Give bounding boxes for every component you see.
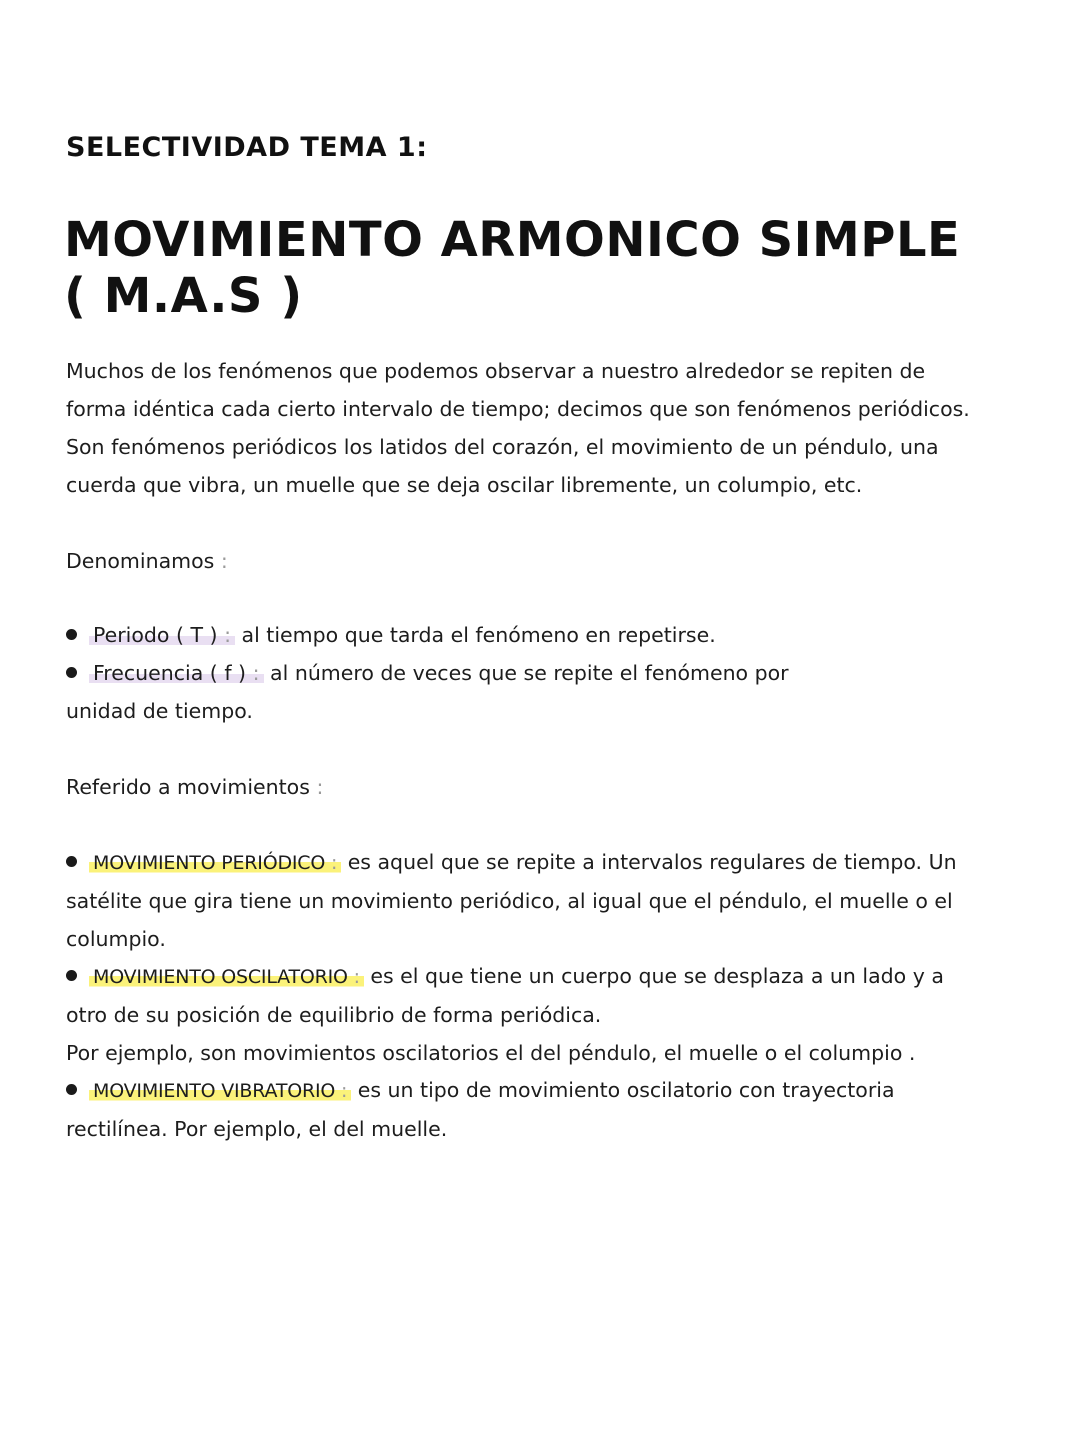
intro-paragraph	[66, 352, 1026, 504]
definition-text: al tiempo que tarda el fenómeno en repetirse.	[241, 623, 716, 647]
bullet-icon	[66, 667, 77, 678]
definitions-heading-text: Denominamos	[66, 549, 215, 573]
term-separator: :	[353, 966, 360, 988]
term-movimiento-oscilatorio	[89, 966, 364, 988]
term-text: MOVIMIENTO VIBRATORIO	[93, 1080, 336, 1102]
term-separator: :	[330, 852, 338, 874]
definition-item-periodo	[66, 616, 1026, 654]
title-line-2: ( M.A.S )	[64, 268, 303, 324]
intro-line: forma idéntica cada cierto intervalo de tiempo; decimos que son fenómenos periódicos.	[66, 397, 970, 421]
movements-heading	[66, 768, 323, 806]
movement-text: es aquel que se repite a intervalos regulares de tiempo. Un	[347, 850, 957, 874]
page-title	[64, 212, 1024, 324]
movement-item-periodico	[66, 843, 1026, 958]
definition-continuation: unidad de tiempo.	[66, 699, 253, 723]
bullet-icon	[66, 970, 77, 981]
movement-item-vibratorio	[66, 1071, 1026, 1148]
term-frecuencia-text: Frecuencia ( f )	[93, 661, 247, 685]
movement-text: satélite que gira tiene un movimiento periódico, al igual que el péndulo, el muelle o el	[66, 889, 953, 913]
movement-item-oscilatorio	[66, 957, 1026, 1072]
title-line-1: MOVIMIENTO ARMONICO SIMPLE	[64, 212, 961, 268]
term-separator: :	[224, 623, 231, 647]
definitions-heading	[66, 542, 228, 580]
movement-text: columpio.	[66, 927, 166, 951]
bullet-icon	[66, 629, 77, 640]
term-text: MOVIMIENTO OSCILATORIO	[93, 966, 348, 988]
term-movimiento-vibratorio	[89, 1080, 351, 1102]
bullet-icon	[66, 1084, 77, 1095]
movement-text: otro de su posición de equilibrio de forma periódica.	[66, 1003, 602, 1027]
definitions-heading-colon: :	[220, 549, 228, 573]
movements-heading-text: Referido a movimientos	[66, 775, 310, 799]
movement-text: es el que tiene un cuerpo que se desplaza a un lado y a	[370, 964, 944, 988]
intro-line: cuerda que vibra, un muelle que se deja oscilar libremente, un columpio, etc.	[66, 473, 863, 497]
term-periodo	[89, 623, 235, 647]
definition-text: al número de veces que se repite el fenómeno por	[270, 661, 789, 685]
intro-line: Muchos de los fenómenos que podemos observar a nuestro alrededor se repiten de	[66, 359, 926, 383]
intro-line: Son fenómenos periódicos los latidos del corazón, el movimiento de un péndulo, una	[66, 435, 939, 459]
definition-item-frecuencia	[66, 654, 1026, 730]
movement-text: es un tipo de movimiento oscilatorio con trayectoria	[357, 1078, 895, 1102]
movement-text: Por ejemplo, son movimientos oscilatorios el del péndulo, el muelle o el columpio .	[66, 1041, 916, 1065]
term-frecuencia	[89, 661, 264, 685]
term-separator: :	[341, 1080, 348, 1102]
movements-heading-colon: :	[316, 775, 324, 799]
movement-text: rectilínea. Por ejemplo, el del muelle.	[66, 1117, 448, 1141]
term-periodo-text: Periodo ( T )	[93, 623, 218, 647]
section-subtitle: SELECTIVIDAD TEMA 1:	[66, 132, 428, 163]
term-separator: :	[252, 661, 260, 685]
term-text: MOVIMIENTO PERIÓDICO	[93, 852, 326, 874]
bullet-icon	[66, 856, 77, 867]
term-movimiento-periodico	[89, 852, 341, 874]
